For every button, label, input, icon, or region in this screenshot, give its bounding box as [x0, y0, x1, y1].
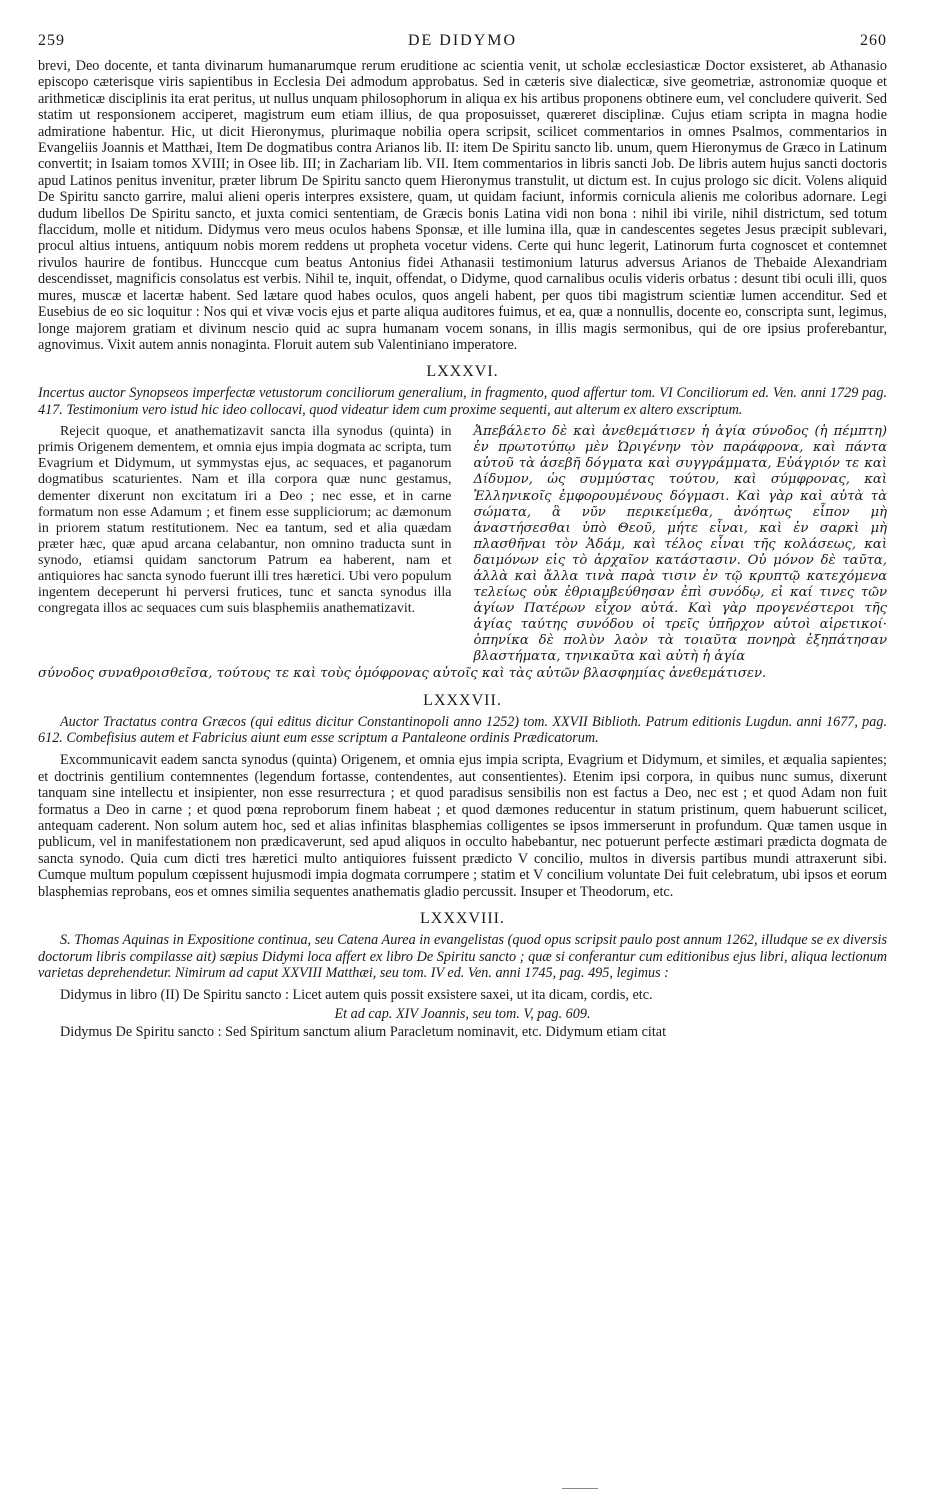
section-title-86: LXXXVI.: [426, 363, 499, 381]
section-title-88: LXXXVIII.: [420, 910, 505, 928]
section-title-87: LXXXVII.: [423, 691, 502, 709]
running-title: DE DIDYMO: [407, 32, 518, 49]
opening-paragraph: brevi, Deo docente, et tanta divinarum humanarumque rerum eruditione ac scientia venit, ut scholæ ecclesiasticæ Doctor exsisteret, ab Athanasio episcopo cæterisque viris sapientibus in Ecclesia Dei admodum approbatus. Sed in cæteris sive dialecticæ, sive geometriæ, astronomiæ quoque et arithmeticæ disciplinis ita erat peritus, ut nullus unquam philosophorum in aliqua ex his artibus proponens obtinere eum, vel concludere quiverit. Sed statim ut responsionem acciperet, magistrum eum etiam illius, de qua proposuisset, quæreret disciplinæ. Cujus etiam scripta in magna hodie admiratione habentur. Hic, ut dicit Hieronymus, plurimaque nobilia opera scripsit, scilicet commentarios in omnes Psalmos, commentarios in Evangeliis Joannis et Matthæi, Item De dogmatibus contra Arianos lib. II: item De Spiritu sancto lib. unum, quem Hieronymus de Græco in Latinum convertit; in Isaiam tomos XVIII; in Osee lib. III; in Zachariam lib. VII. Item commentarios in libris sancti Job. De libris autem hujus sancti doctoris apud Latinos penitus invenitur, præter librum De Spiritu sancto quem Hieronymus transtulit, ut dictum est. In cujus prologo sic dicit. Volens aliquid De Spiritu sancto garrire, malui alieni operis interpres exsistere, quam, ut quidam faciunt, informis cornicula alienis me coloribus adornare. Legi dudum libellos De Spiritu sancto, et juxta comici sententiam, de Græcis bonis Latina vidi non bona : nihil ibi virile, nihil districtum, sed totum flaccidum, molle et nitidum. Didymus vero meus oculos habens Sponsæ, et ille lumina illa, quæ in candescentes segetes Jesus præcipit sublevari, procul altius intuens, antiquum nobis morem reddens ut propheta vocetur videns. Certe qui hunc legerit, Latinorum furta cognoscet et contemnet rivulos haurire de fontibus. Hunccque cum beatus Antonius fidei Athanasii testimonium laturus adversus Arianos de Thebaide Alexandriam descendisset, magnificis consolatus est verbis. Nihil te, inquit, offendat, o Didyme, quod carnalibus oculis videris orbatus : desunt tibi oculi illi, quos mures, muscæ et lacertæ habent. Sed lætare quod habes oculos, quos angeli habent, per quos tibi magistrum scientiæ lumen accenditur. Sed et Eusebius de eo sic loquitur : Nos qui et vivæ vocis ejus et parte aliqua auditores fuimus, et ea, quæ a nonnullis, docente eo, conscripta sunt, legimus, longe majorem gratiam et divinum nescio quid ac supra humanam vocem sonans, in illis magis sermonibus, qui de ore ipsius proferebantur, agnovimus. Vixit autem annis nonaginta. Floruit autem sub Valentiniano imperatore.: [38, 58, 887, 353]
quote-1: Didymus in libro (II) De Spiritu sancto : Licet autem quis possit exsistere saxei, ut ita dicam, cordis, etc.: [60, 987, 653, 1004]
section-body-87: Excommunicavit eadem sancta synodus (quinta) Origenem, et omnia ejus impia scripta, Evagrium et Didymum, et similes, et æqualia sapientes; et doctrinis gentilium contemnentes (legendum fortasse, contendentes, aut consentientes). Etenim ipsi corpora, in quibus nunc sumus, dixerunt tanquam sine intellectu et insipienter, non esse resurrectura ; et quod paradisus sensibilis non est factus a Deo, nec est ; et quod Adam non fuit formatus a Deo in carne ; et quod pœna reproborum finem habeat ; et quod dæmones reducentur in statum pristinum, quem habuerunt scilicet, antequam caderent. Non solum autem hoc, sed et alias infinitas blasphemias colligentes se ipsos immerserunt in profundum. Quæ tamen usque in publicum, vel in manifestationem non prædicaverunt, sed apud aliquos in occulto habebantur, nec potuerunt perfecte æstimari prædicta dogmata de sancta synodo. Quia cum dicti tres hæretici multo antiquiores fuissent prædicto V concilio, multos in diversis partibus mundi attraxerunt sibi. Cumque multum populum cœpissent hujusmodi impia dogmata corrumpere ; statim et V concilium voluntate Dei fuit celebratum, ubi ipsos et eorum blasphemias reprobans, eos et omnes similia sequentes anathematis gladio percussit. Insuper et Theodorum, etc.: [38, 752, 887, 900]
parallel-columns: [38, 424, 887, 665]
greek-column: [474, 424, 888, 665]
section-intro-88: S. Thomas Aquinas in Expositione continua, seu Catena Aurea in evangelistas (quod opus scripsit paulo post annum 1262, illudque se ex diversis doctorum libris compilasse ait) sæpius Didymi loca affert ex libro De Spiritu sancto ; quæ si conferantur cum editionibus ejus libri, aliqua lectionum varietas deprehendetur. Nimirum ad caput XXVIII Matthæi, seu tom. IV ed. Ven. anni 1745, pag. 495, legimus :: [38, 932, 887, 981]
section-intro-86: Incertus auctor Synopseos imperfectæ vetustorum conciliorum generalium, in fragmento, quod affertur tom. VI Conciliorum ed. Ven. anni 1729 pag. 417. Testimonium vero istud hic ideo collocavi, quod videatur idem cum proxime sequenti, aut alterum ex altero exscriptum.: [38, 385, 887, 418]
greek-text-continuation: σύνοδος συναθροισθεῖσα, τούτους τε καὶ τοὺς ὁμόφρονας αὐτοῖς καὶ τὰς αὐτῶν βλασφημίας ἀνεθεμάτισεν.: [38, 665, 767, 681]
latin-column: [38, 424, 452, 665]
quote-2: Et ad cap. XIV Joannis, seu tom. V, pag. 609.: [334, 1005, 591, 1022]
running-head: [38, 32, 887, 50]
page-number-right: 260: [859, 32, 887, 49]
quote-3: Didymus De Spiritu sancto : Sed Spiritum sanctum alium Paracletum nominavit, etc. Didymum etiam citat: [60, 1024, 667, 1041]
section-intro-87: Auctor Tractatus contra Græcos (qui editus dicitur Constantinopoli anno 1252) tom. XXVII Biblioth. Patrum editionis Lugdun. anni 1677, pag. 612. Combefisius autem et Fabricius aiunt eum esse scriptum a Pantaleone ordinis Prædicatorum.: [38, 713, 887, 747]
page-number-left: 259: [38, 32, 65, 49]
greek-text: Ἀπεβάλετο δὲ καὶ ἀνεθεμάτισεν ἡ ἁγία σύνοδος (ἡ πέμπτη) ἐν πρωτοτύπῳ μὲν Ὠριγένην τὸν παράφρονα, καὶ πάντα αὐτοῦ τὰ ἀσεβῆ δόγματα καὶ συγγράμματα, Εὐάγριόν τε καὶ Δίδυμον, ὡς συμμύστας τούτου, καὶ σύμφρονας, καὶ Ἑλληνικοῖς ἐμφορουμένους δόγμασι. Καὶ γὰρ καὶ αὐτὰ τὰ σώματα, ἃ νῦν περικείμεθα, ἀνόητως εἶπον μὴ ἀναστήσεσθαι ὑπὸ Θεοῦ, μήτε εἶναι, καὶ ἐν σαρκὶ μὴ πλασθῆναι τὸν Ἀδάμ, καὶ τέλος εἶναι τῆς κολάσεως, καὶ δαιμόνων εἰς τὸ ἀρχαῖον κατάστασιν. Οὐ μόνον δὲ ταῦτα, ἀλλὰ καὶ ἄλλα τινὰ παρὰ τισιν ἐν τῷ κρυπτῷ κατεχόμενα τελείως οὐκ ἐθριαμβεύθησαν ἐπὶ συνόδῳ, εἰ καί τινες τῶν ἁγίων Πατέρων εἶχον αὐτά. Καὶ γὰρ προγενέστεροι τῆς ἁγίας ταύτης συνόδου οἱ τρεῖς ὑπῆρχον αὐτοὶ αἱρετικοί· ὁπηνίκα δὲ πολὺν λαὸν τὰ τοιαῦτα πονηρὰ ἐξηπάτησαν βλαστήματα, τηνικαῦτα καὶ αὐτὴ ἡ ἁγία: [473, 424, 887, 665]
latin-text: Rejecit quoque, et anathematizavit sancta illa synodus (quinta) in primis Origenem dementem, et omnia ejus impia dogmata ac scripta, tum Evagrium et Didymum, ut symmystas ejus, ac sequaces, et paganorum dogmatibus scaturientes. Nam et illa corpora quæ nunc gestamus, dementer dixerunt non excitatum iri a Deo ; nec esse, et in carne formatum non esse Adamum ; et finem esse suppliciorum; ac dæmonum in priorem statum restitutionem. Nec ea tantum, sed et alia quædam præter hæc, quæ apud arcana celabantur, non omnino traducta sunt in synodo, etiamsi quidam sanctorum Patrum ea haberent, nam et antiquiores hac sancta synodo fuerunt illi tres hæretici. Ubi vero populum ingentem deceperunt hi perversi frutices, tunc et sancta synodus illa congregata illos ac sequaces cum suis blasphemiis anathematizavit.: [38, 424, 452, 617]
footer-rule: [562, 1488, 598, 1489]
